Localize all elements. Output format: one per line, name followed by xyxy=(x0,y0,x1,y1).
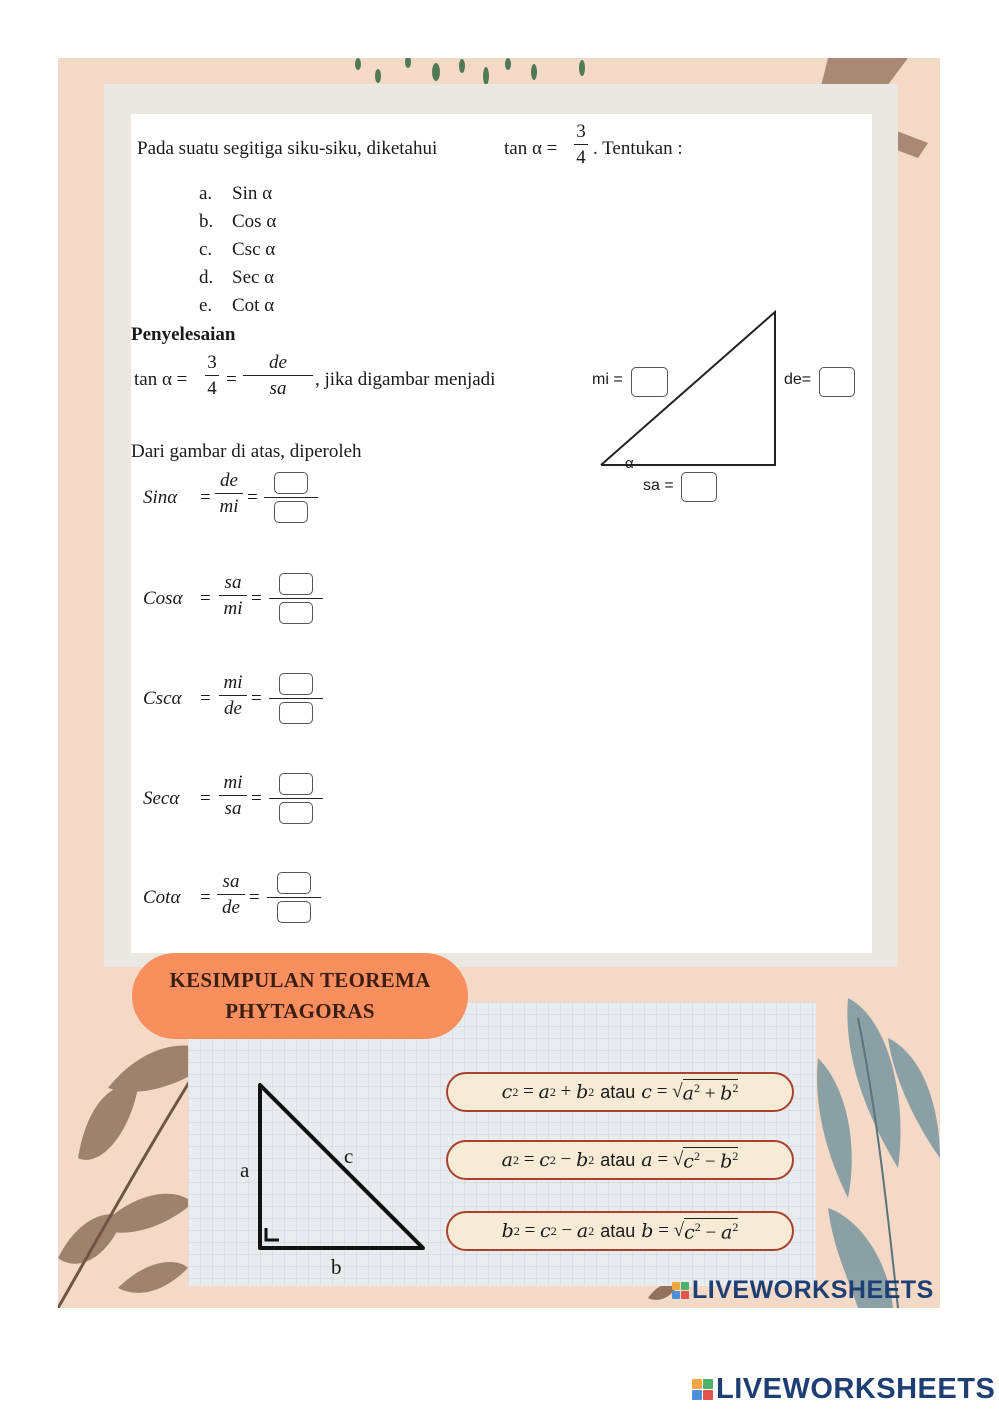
fraction-numerator: 3 xyxy=(576,121,586,142)
fraction-denominator: de xyxy=(224,698,242,719)
formula-term: a xyxy=(641,1149,653,1171)
formula-term: c xyxy=(684,1221,695,1244)
formula-term: a xyxy=(576,1220,589,1242)
fraction-denominator: 4 xyxy=(576,147,586,168)
fraction-bar xyxy=(269,698,323,699)
equals-sign: = xyxy=(247,487,258,508)
conclusion-title-line1: KESIMPULAN TEOREMA xyxy=(169,968,431,992)
formula-term: a xyxy=(501,1149,513,1171)
equals-sign: = xyxy=(200,588,211,609)
logo-icon xyxy=(672,1282,689,1299)
side-b-label: b xyxy=(331,1255,342,1279)
fraction-denominator: mi xyxy=(223,598,243,619)
numerator-answer-box[interactable] xyxy=(274,472,308,494)
formula-operator: − xyxy=(705,1222,717,1244)
right-triangle-diagram xyxy=(597,308,777,468)
formula-term: c xyxy=(539,1149,550,1171)
formula-term: b xyxy=(720,1082,733,1105)
fraction-bar xyxy=(219,695,247,696)
fraction-denominator: sa xyxy=(269,378,287,399)
numerator-answer-box[interactable] xyxy=(279,673,313,695)
fraction-numerator: de xyxy=(269,352,287,373)
equals-sign: = xyxy=(200,788,211,809)
denominator-answer-box[interactable] xyxy=(279,602,313,624)
ratio-name: Cscα xyxy=(143,688,182,709)
fraction-numerator: sa xyxy=(224,572,242,593)
side-c-label: c xyxy=(344,1144,354,1168)
formula-operator: + xyxy=(704,1083,716,1105)
list-item: Cos α xyxy=(232,211,277,232)
formula-term: b xyxy=(501,1220,514,1242)
answer-fraction xyxy=(269,773,323,824)
equals-sign: = xyxy=(200,487,211,508)
problem-tentukan: . Tentukan : xyxy=(593,138,683,159)
worksheet-sheet xyxy=(131,114,872,953)
solution-tan-fraction xyxy=(205,353,219,398)
de-answer-box[interactable] xyxy=(819,367,855,397)
list-item-letter: c. xyxy=(199,239,213,260)
problem-tan-fraction xyxy=(574,122,588,167)
formula-term: a xyxy=(538,1081,550,1103)
numerator-answer-box[interactable] xyxy=(279,573,313,595)
liveworksheets-logo-inner xyxy=(672,1276,934,1305)
list-item: Csc α xyxy=(232,239,276,260)
list-item-letter: a. xyxy=(199,183,213,204)
formula-operator: + xyxy=(560,1081,572,1102)
ratio-fraction xyxy=(215,471,243,516)
answer-fraction xyxy=(267,872,321,923)
formula-atau: atau xyxy=(600,1149,636,1170)
fraction-bar xyxy=(219,795,247,796)
fraction-denominator: mi xyxy=(219,496,239,517)
fraction-numerator: sa xyxy=(222,871,240,892)
numerator-answer-box[interactable] xyxy=(277,872,311,894)
equals-sign: = xyxy=(249,887,260,908)
ratio-fraction xyxy=(219,573,247,618)
formula-atau: atau xyxy=(600,1220,636,1241)
formula-operator: − xyxy=(560,1149,572,1170)
fraction-denominator: 4 xyxy=(207,378,217,399)
answer-fraction xyxy=(264,472,318,523)
equals-sign: = xyxy=(251,688,262,709)
solution-heading: Penyelesaian xyxy=(131,324,236,345)
logo-text: LIVEWORKSHEETS xyxy=(692,1276,934,1304)
denominator-answer-box[interactable] xyxy=(279,802,313,824)
list-item: Sin α xyxy=(232,183,273,204)
list-item: Cot α xyxy=(232,295,275,316)
formula-term: c xyxy=(683,1150,694,1173)
fraction-bar xyxy=(205,375,219,376)
derived-text: Dari gambar di atas, diperoleh xyxy=(131,441,362,462)
ratio-fraction xyxy=(219,673,247,718)
fraction-bar xyxy=(267,897,321,898)
ratio-name: Sinα xyxy=(143,487,178,508)
solution-de-sa-fraction xyxy=(243,353,313,398)
formula-operator: − xyxy=(704,1151,716,1173)
fraction-bar xyxy=(243,375,313,376)
de-label: de= xyxy=(784,371,812,388)
numerator-answer-box[interactable] xyxy=(279,773,313,795)
ratio-name: Cotα xyxy=(143,887,181,908)
liveworksheets-logo[interactable] xyxy=(692,1373,995,1406)
equals-sign: = xyxy=(200,887,211,908)
formula-operator: − xyxy=(561,1220,573,1241)
solution-suffix: , jika digambar menjadi xyxy=(315,369,496,390)
denominator-answer-box[interactable] xyxy=(274,501,308,523)
conclusion-title-line2: PHYTAGORAS xyxy=(225,999,375,1023)
ratio-name: Secα xyxy=(143,788,180,809)
list-item-letter: b. xyxy=(199,211,214,232)
formula-term: b xyxy=(576,1081,589,1103)
fraction-numerator: mi xyxy=(223,672,243,693)
mi-label: mi = xyxy=(592,371,623,388)
conclusion-title xyxy=(132,953,468,1039)
angle-alpha: α xyxy=(625,455,634,472)
fraction-bar xyxy=(269,798,323,799)
equals-sign: = xyxy=(226,369,237,390)
list-item-letter: e. xyxy=(199,295,213,316)
logo-text: LIVEWORKSHEETS xyxy=(716,1373,996,1405)
formula-term: a xyxy=(682,1082,694,1105)
mi-answer-box[interactable] xyxy=(631,367,668,397)
ratio-fraction xyxy=(219,773,247,818)
fraction-numerator: 3 xyxy=(207,352,217,373)
solution-tan-lhs: tan α = xyxy=(134,369,188,390)
fraction-bar xyxy=(219,595,247,596)
fraction-bar xyxy=(264,497,318,498)
fraction-bar xyxy=(217,894,245,895)
sa-label: sa = xyxy=(643,477,674,494)
sa-answer-box[interactable] xyxy=(681,472,717,502)
formula-term: c xyxy=(501,1081,513,1103)
formula-b: b 2 = c 2 − a 2 atau b = √ $c^2 - a^2$ xyxy=(446,1211,794,1251)
formula-term: b xyxy=(720,1150,733,1173)
formula-term: a xyxy=(721,1221,733,1244)
list-item-letter: d. xyxy=(199,267,214,288)
formula-c: c 2 = a 2 + b 2 atau c = √ $a^2 + b^2$ xyxy=(446,1072,794,1112)
fraction-denominator: sa xyxy=(224,798,242,819)
fraction-bar xyxy=(269,598,323,599)
formula-term: c xyxy=(540,1220,551,1242)
pythagoras-triangle xyxy=(255,1082,430,1254)
problem-tan-lhs: tan α = xyxy=(504,138,558,159)
formula-term: b xyxy=(641,1220,654,1242)
answer-fraction xyxy=(269,673,323,724)
problem-intro: Pada suatu segitiga siku-siku, diketahui xyxy=(137,138,438,159)
ratio-name: Cosα xyxy=(143,588,183,609)
denominator-answer-box[interactable] xyxy=(279,702,313,724)
denominator-answer-box[interactable] xyxy=(277,901,311,923)
equals-sign: = xyxy=(251,788,262,809)
formula-atau: atau xyxy=(600,1081,636,1102)
formula-a: a 2 = c 2 − b 2 atau a = √ $c^2 - b^2$ xyxy=(446,1140,794,1180)
equals-sign: = xyxy=(251,588,262,609)
side-a-label: a xyxy=(240,1158,250,1182)
fraction-numerator: de xyxy=(220,470,238,491)
fraction-denominator: de xyxy=(222,897,240,918)
list-item: Sec α xyxy=(232,267,275,288)
answer-fraction xyxy=(269,573,323,624)
equals-sign: = xyxy=(200,688,211,709)
fraction-bar xyxy=(215,493,243,494)
formula-term: b xyxy=(576,1149,589,1171)
fraction-numerator: mi xyxy=(223,772,243,793)
logo-icon xyxy=(692,1379,713,1400)
fraction-bar xyxy=(574,144,588,145)
formula-term: c xyxy=(641,1081,652,1103)
ratio-fraction xyxy=(217,872,245,917)
